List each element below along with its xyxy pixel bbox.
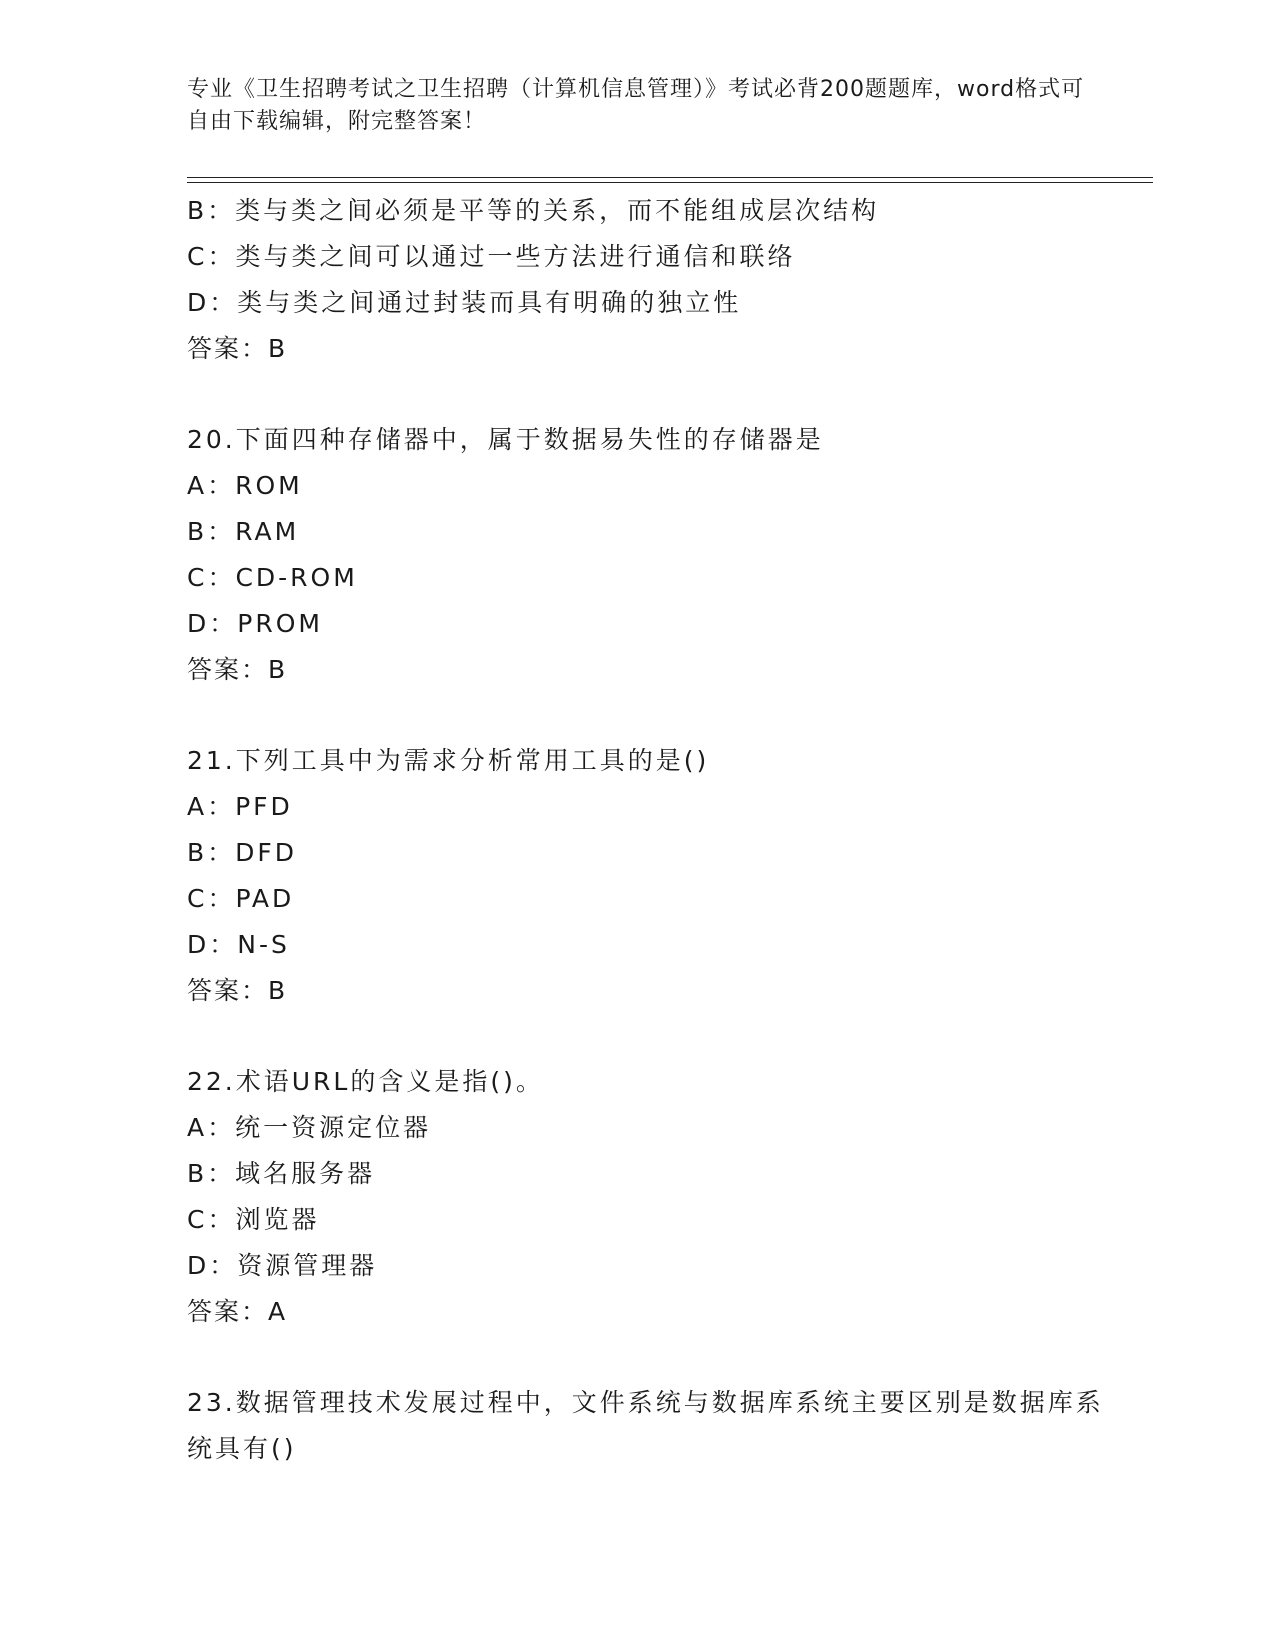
- spacer: [187, 693, 1107, 738]
- option-d: D：资源管理器: [187, 1251, 378, 1280]
- question-text: 22.术语URL的含义是指()。: [187, 1067, 544, 1096]
- option-c: C：浏览器: [187, 1205, 320, 1234]
- question-block-20: [187, 417, 1107, 693]
- answer-line: 答案：B: [187, 976, 288, 1005]
- document-header: 专业《卫生招聘考试之卫生招聘（计算机信息管理）》考试必背200题题库，word格式可自由下载编辑，附完整答案！: [187, 77, 1085, 134]
- answer-line: 答案：A: [187, 1297, 288, 1326]
- answer-line: 答案：B: [187, 655, 288, 684]
- header-rule-bottom: [187, 182, 1153, 183]
- option-a: A：统一资源定位器: [187, 1113, 432, 1142]
- option-c: C：PAD: [187, 884, 295, 913]
- answer-line: 答案：B: [187, 334, 288, 363]
- question-block-21: [187, 738, 1107, 1014]
- spacer: [187, 372, 1107, 417]
- option-b: B：RAM: [187, 517, 300, 546]
- option-d: D：N-S: [187, 930, 290, 959]
- question-block-23: [187, 1380, 1107, 1472]
- question-text: 20.下面四种存储器中，属于数据易失性的存储器是: [187, 425, 824, 454]
- spacer: [187, 1014, 1107, 1059]
- header-rule-top: [187, 177, 1153, 178]
- spacer: [187, 1335, 1107, 1380]
- option-c: C：类与类之间可以通过一些方法进行通信和联络: [187, 242, 796, 271]
- option-c: C：CD-ROM: [187, 563, 358, 592]
- option-d: D：类与类之间通过封装而具有明确的独立性: [187, 288, 742, 317]
- option-b: B：域名服务器: [187, 1159, 376, 1188]
- question-list: [187, 188, 1107, 1472]
- option-b: B：DFD: [187, 838, 298, 867]
- question-text: 21.下列工具中为需求分析常用工具的是(): [187, 746, 710, 775]
- option-a: A：ROM: [187, 471, 303, 500]
- question-block-19: [187, 188, 1107, 372]
- question-text: 23.数据管理技术发展过程中，文件系统与数据库系统主要区别是数据库系统具有(): [187, 1388, 1104, 1463]
- question-block-22: [187, 1059, 1107, 1335]
- option-b: B：类与类之间必须是平等的关系，而不能组成层次结构: [187, 196, 880, 225]
- option-a: A：PFD: [187, 792, 293, 821]
- option-d: D：PROM: [187, 609, 323, 638]
